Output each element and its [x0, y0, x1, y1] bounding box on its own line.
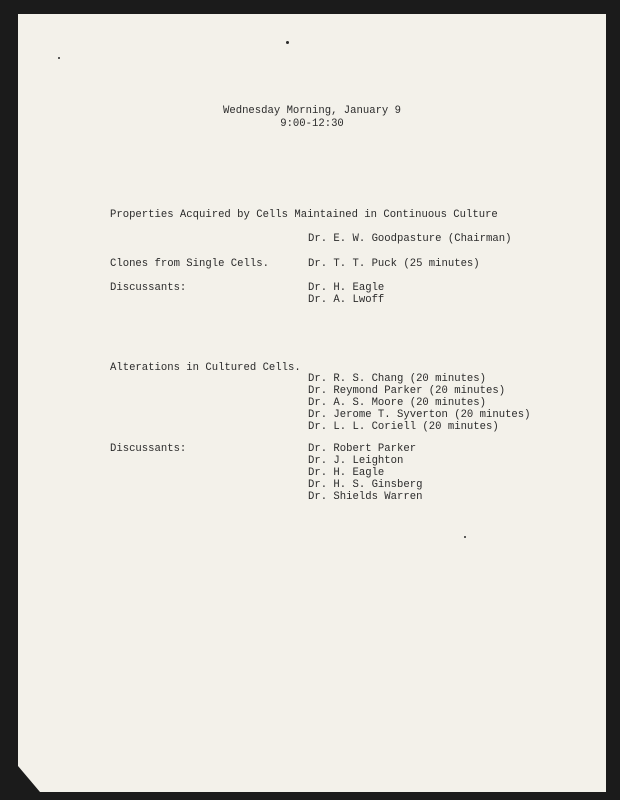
topic1-discussant: Dr. A. Lwoff: [308, 294, 385, 306]
topic1-speaker: Dr. T. T. Puck (25 minutes): [308, 258, 480, 270]
topic2-discussant: Dr. Robert Parker: [308, 443, 417, 455]
topic2-speaker: Dr. L. L. Coriell (20 minutes): [308, 421, 499, 433]
paper-speck: [58, 57, 60, 59]
session-title: Properties Acquired by Cells Maintained in Continuous Culture: [110, 209, 498, 221]
paper-speck: [286, 41, 289, 44]
header-day: Wednesday Morning, January 9: [222, 105, 402, 117]
topic2-discussant: Dr. H. Eagle: [308, 467, 385, 479]
topic1-discussant: Dr. H. Eagle: [308, 282, 385, 294]
paper-speck: [464, 536, 466, 538]
topic2-speaker: Dr. Reymond Parker (20 minutes): [308, 385, 506, 397]
topic1-discussants-label: Discussants:: [110, 282, 187, 294]
chairman: Dr. E. W. Goodpasture (Chairman): [308, 233, 512, 245]
topic1-title: Clones from Single Cells.: [110, 258, 269, 270]
topic2-discussant: Dr. H. S. Ginsberg: [308, 479, 423, 491]
topic2-discussant: Dr. J. Leighton: [308, 455, 404, 467]
topic2-speaker: Dr. A. S. Moore (20 minutes): [308, 397, 487, 409]
topic2-speaker: Dr. R. S. Chang (20 minutes): [308, 373, 487, 385]
topic2-title: Alterations in Cultured Cells.: [110, 362, 301, 374]
topic2-discussant: Dr. Shields Warren: [308, 491, 423, 503]
topic2-speaker: Dr. Jerome T. Syverton (20 minutes): [308, 409, 531, 421]
topic2-discussants-label: Discussants:: [110, 443, 187, 455]
header-time: 9:00-12:30: [280, 118, 344, 130]
